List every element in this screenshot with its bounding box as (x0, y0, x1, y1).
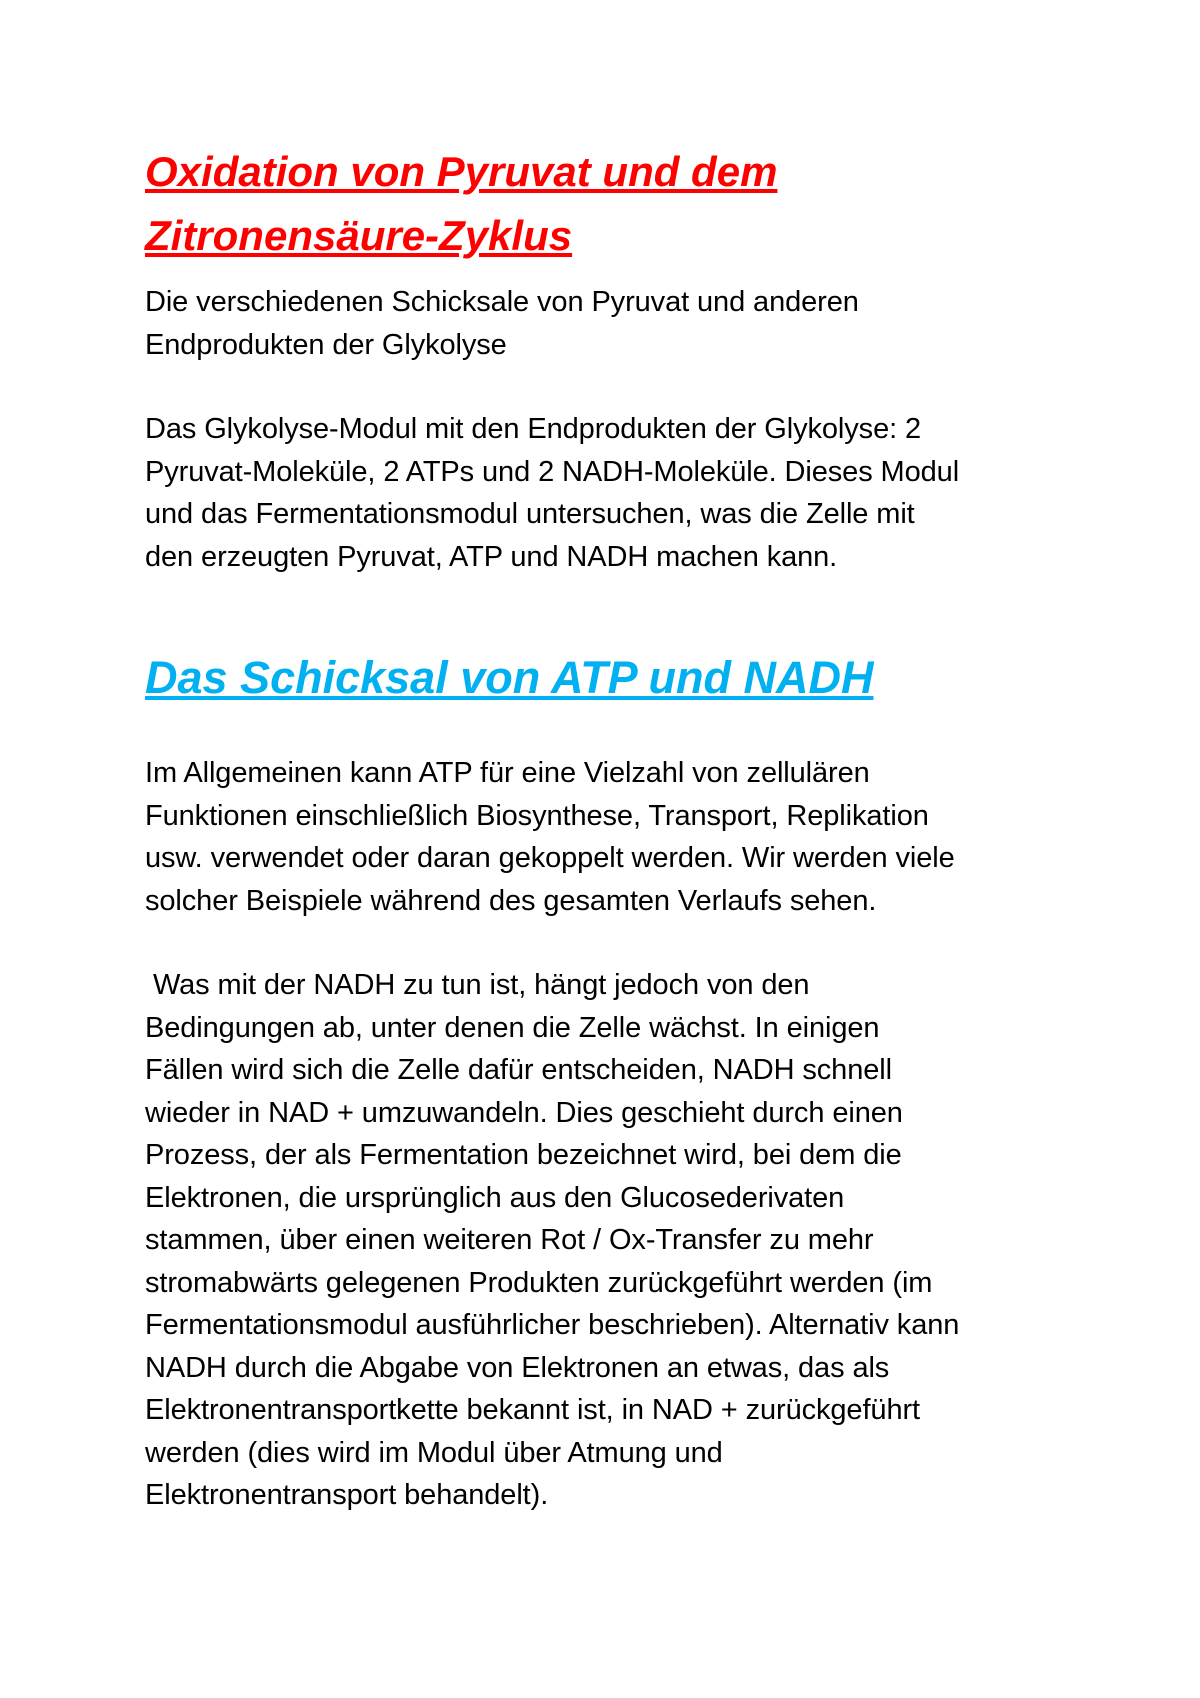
text-line: Was mit der NADH zu tun ist, hängt jedoch von den (145, 969, 810, 1001)
text-line: den erzeugten Pyruvat, ATP und NADH machen kann. (145, 540, 838, 573)
text-line: NADH durch die Abgabe von Elektronen an etwas, das als (145, 1351, 890, 1384)
text-line: Elektronentransportkette bekannt ist, in NAD + zurückgeführt (145, 1394, 920, 1426)
intro-paragraph (145, 281, 1075, 366)
title-line-2: Zitronensäure-Zyklus (145, 212, 573, 259)
title-line-1: Oxidation von Pyruvat und dem (145, 148, 778, 195)
text-line: Endprodukten der Glykolyse (145, 328, 507, 361)
text-line: Prozess, der als Fermentation bezeichnet wird, bei dem die (145, 1139, 902, 1171)
section-heading: Das Schicksal von ATP und NADH (145, 652, 874, 703)
text-line: Elektronen, die ursprünglich aus den Glucosederivaten (145, 1181, 845, 1214)
text-line: Die verschiedenen Schicksale von Pyruvat und anderen (145, 286, 859, 318)
text-line: und das Fermentationsmodul untersuchen, was die Zelle mit (145, 498, 915, 530)
document-page (145, 140, 1075, 1517)
text-line: Fermentationsmodul ausführlicher beschrieben). Alternativ kann (145, 1309, 960, 1341)
text-line: Das Glykolyse-Modul mit den Endprodukten der Glykolyse: 2 (145, 413, 922, 445)
paragraph-glykolyse-modul (145, 408, 1075, 578)
text-line: Funktionen einschließlich Biosynthese, Transport, Replikation (145, 799, 929, 832)
paragraph-atp (145, 752, 1075, 922)
text-line: wieder in NAD + umzuwandeln. Dies geschieht durch einen (145, 1096, 903, 1129)
text-line: Pyruvat-Moleküle, 2 ATPs und 2 NADH-Moleküle. Dieses Modul (145, 455, 960, 488)
text-line: Bedingungen ab, unter denen die Zelle wächst. In einigen (145, 1011, 880, 1044)
text-line: Fällen wird sich die Zelle dafür entscheiden, NADH schnell (145, 1054, 892, 1086)
text-line: usw. verwendet oder daran gekoppelt werden. Wir werden viele (145, 842, 955, 874)
paragraph-nadh (145, 964, 1075, 1517)
text-line: werden (dies wird im Modul über Atmung und (145, 1436, 723, 1469)
text-line: Im Allgemeinen kann ATP für eine Vielzahl von zellulären (145, 757, 870, 789)
text-line: Elektronentransport behandelt). (145, 1479, 549, 1511)
text-line: solcher Beispiele während des gesamten Verlaufs sehen. (145, 884, 877, 917)
document-title (145, 140, 1075, 268)
text-line: stammen, über einen weiteren Rot / Ox-Transfer zu mehr (145, 1224, 874, 1256)
text-line: stromabwärts gelegenen Produkten zurückgeführt werden (im (145, 1266, 933, 1299)
